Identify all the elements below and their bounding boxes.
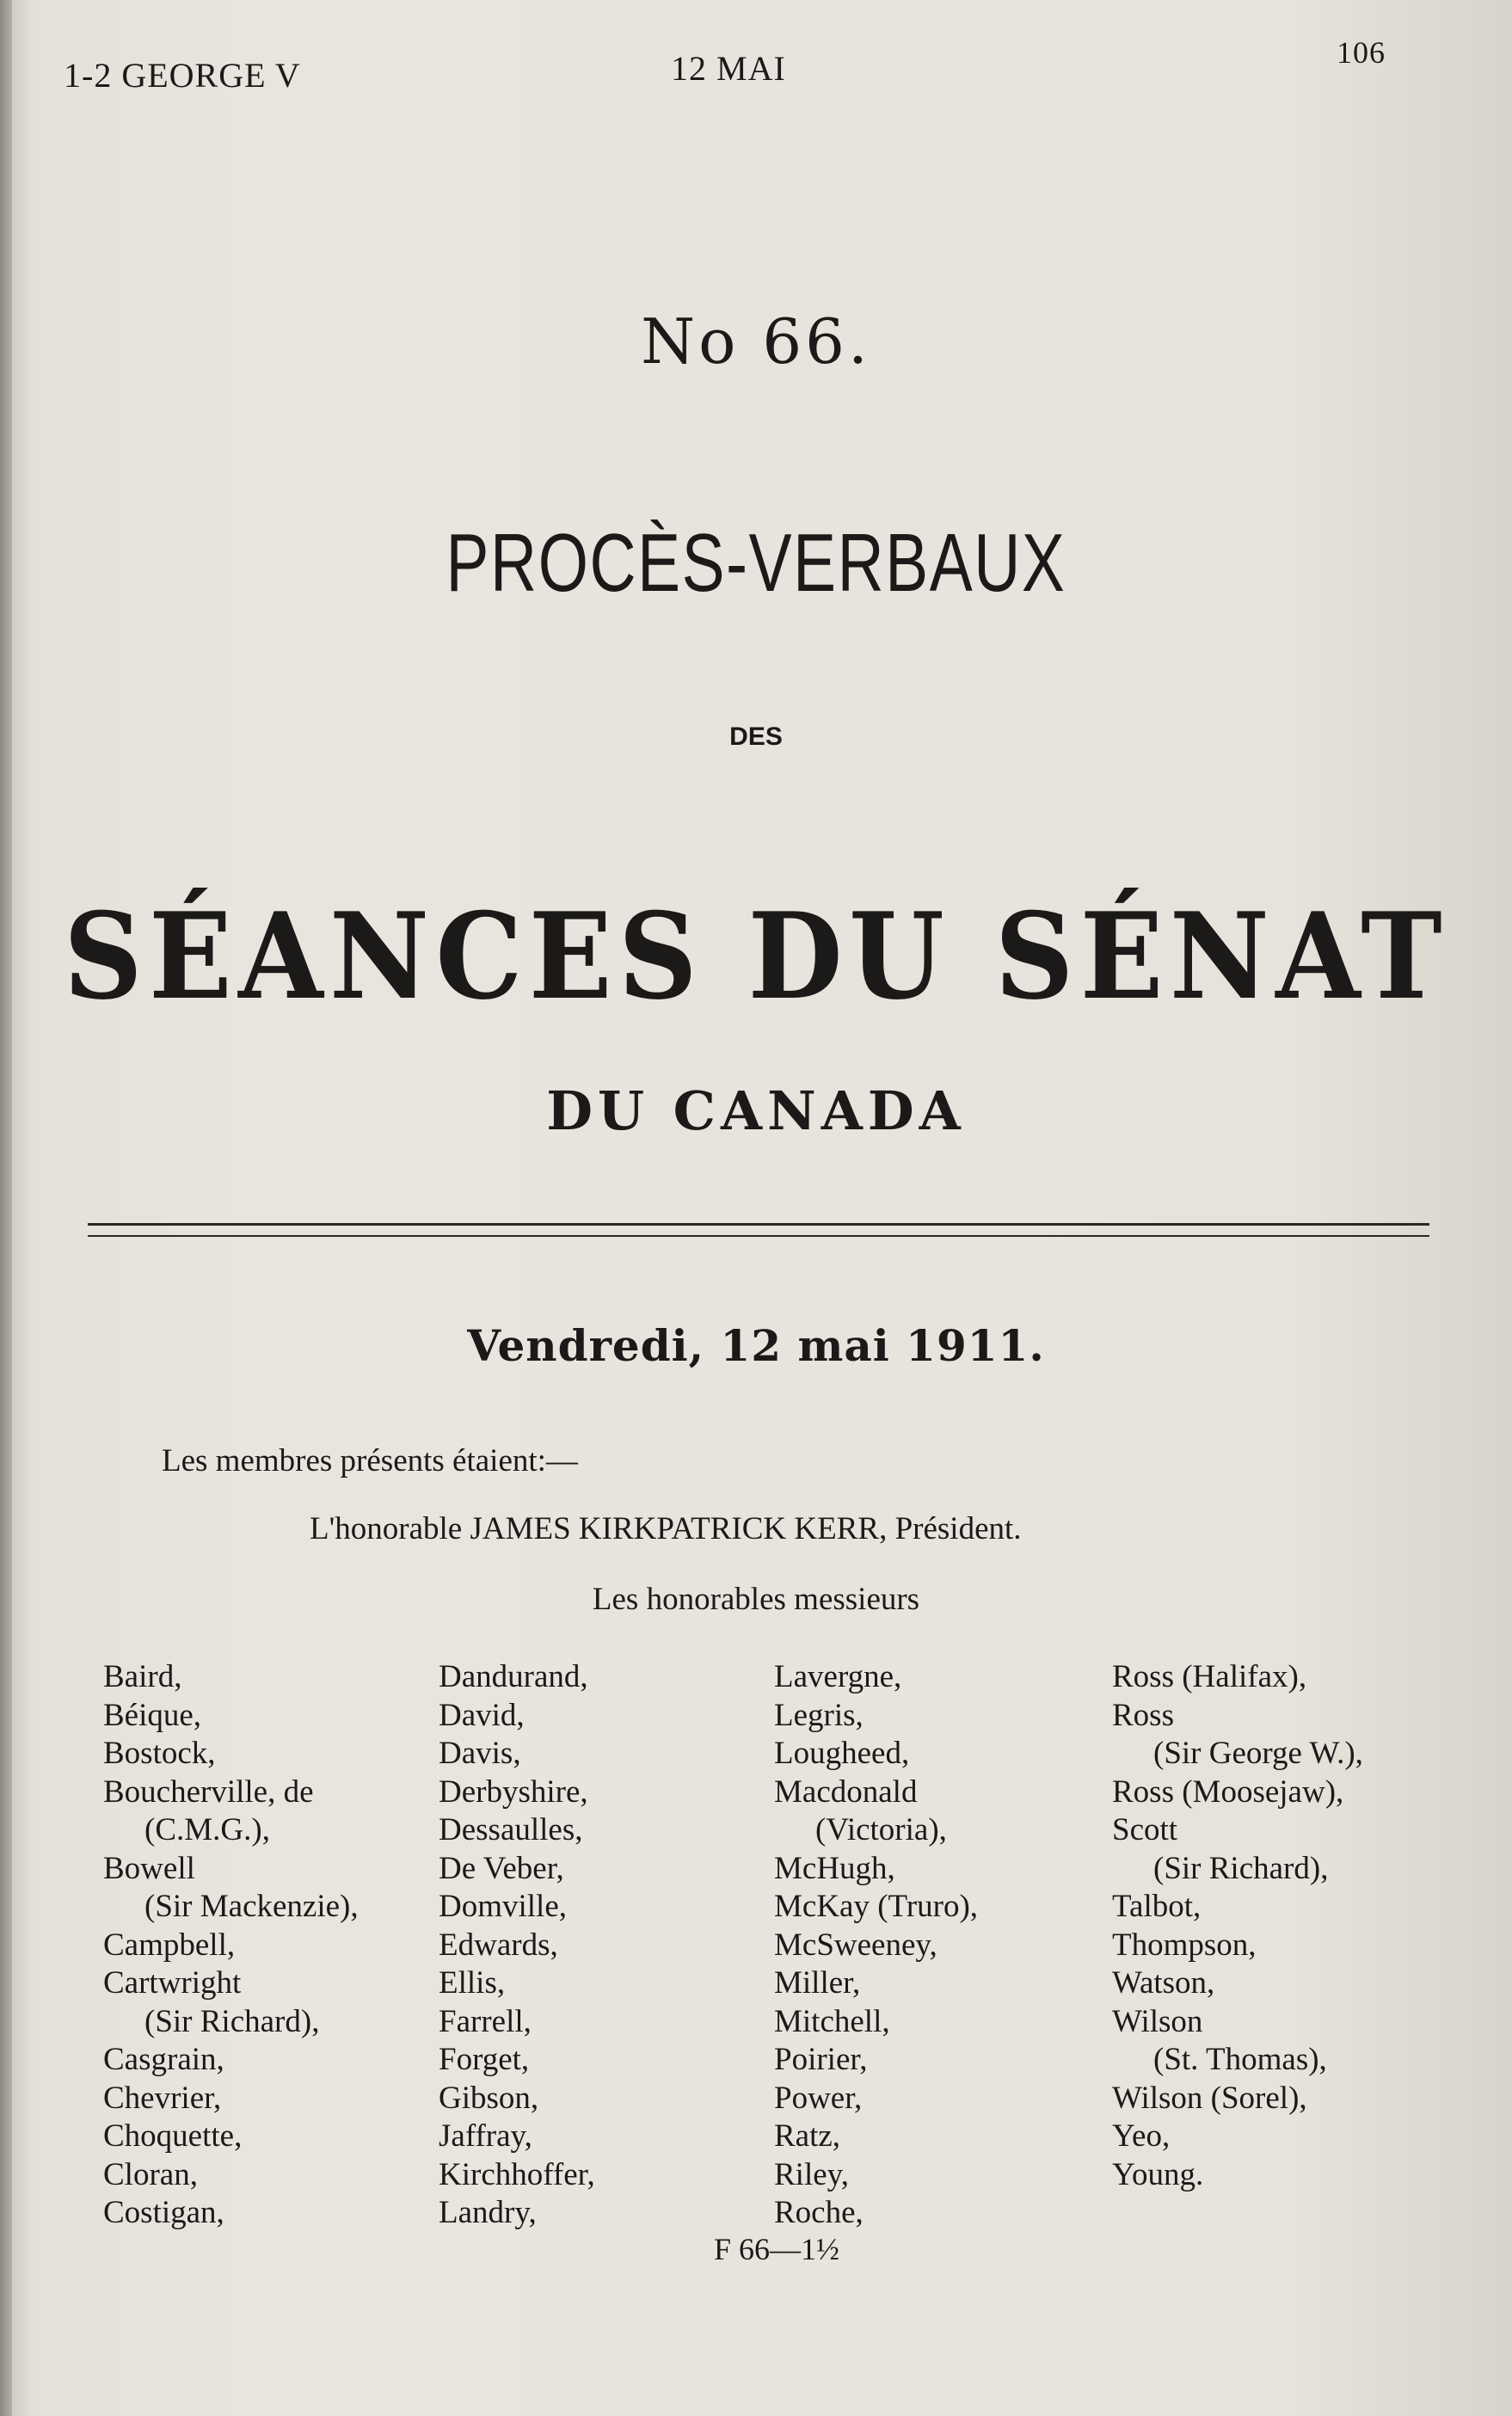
member-name: (Sir Richard), bbox=[1153, 1850, 1329, 1886]
divider-rule-thin bbox=[88, 1235, 1429, 1237]
member-name: Macdonald bbox=[774, 1774, 918, 1810]
intro-text: Les membres présents étaient:— bbox=[162, 1443, 578, 1478]
member-name: (Victoria), bbox=[815, 1812, 947, 1847]
member-name: Miller, bbox=[774, 1965, 861, 2001]
member-name: McHugh, bbox=[774, 1850, 895, 1886]
member-name: David, bbox=[439, 1697, 525, 1733]
member-name: (Sir Richard), bbox=[144, 2003, 320, 2039]
member-name: Roche, bbox=[774, 2195, 864, 2230]
member-name: Cartwright bbox=[103, 1965, 242, 2001]
member-name: Baird, bbox=[103, 1659, 182, 1694]
member-name: Thompson, bbox=[1112, 1927, 1257, 1963]
president-line: L'honorable JAMES KIRKPATRICK KERR, Président. bbox=[310, 1511, 1022, 1546]
member-name: Talbot, bbox=[1112, 1889, 1202, 1924]
page-number: 106 bbox=[1337, 35, 1386, 70]
member-name: Ross (Moosejaw), bbox=[1112, 1774, 1344, 1810]
members-column-1 bbox=[103, 1658, 359, 2233]
member-name: Watson, bbox=[1112, 1965, 1215, 2001]
member-name: Poirier, bbox=[774, 2042, 868, 2077]
members-column-4 bbox=[1112, 1658, 1363, 2194]
member-name: Casgrain, bbox=[103, 2042, 224, 2077]
member-name: (St. Thomas), bbox=[1153, 2042, 1327, 2077]
member-name: Davis, bbox=[439, 1736, 521, 1771]
member-name: (Sir George W.), bbox=[1153, 1736, 1363, 1771]
members-column-2 bbox=[439, 1658, 595, 2233]
header-session: 1-2 GEORGE V bbox=[64, 56, 301, 95]
divider-rule bbox=[88, 1223, 1429, 1226]
member-name: Forget, bbox=[439, 2042, 530, 2077]
session-date: Vendredi, 12 mai 1911. bbox=[467, 1320, 1045, 1371]
member-name: Bostock, bbox=[103, 1736, 216, 1771]
member-name: Riley, bbox=[774, 2156, 850, 2192]
member-name: Cloran, bbox=[103, 2156, 198, 2192]
member-name: Kirchhoffer, bbox=[439, 2156, 595, 2192]
title-du-canada: DU CANADA bbox=[546, 1079, 966, 1142]
member-name: (C.M.G.), bbox=[144, 1812, 270, 1847]
member-name: Choquette, bbox=[103, 2118, 243, 2154]
member-name: Power, bbox=[774, 2080, 863, 2116]
member-name: Bowell bbox=[103, 1850, 195, 1886]
member-name: Boucherville, de bbox=[103, 1774, 314, 1810]
member-name: Yeo, bbox=[1112, 2118, 1171, 2154]
header-date: 12 MAI bbox=[671, 49, 786, 88]
member-name: Farrell, bbox=[439, 2003, 532, 2039]
member-name: McSweeney, bbox=[774, 1927, 937, 1963]
member-name: Wilson bbox=[1112, 2003, 1203, 2039]
member-name: Ratz, bbox=[774, 2118, 841, 2154]
member-name: Edwards, bbox=[439, 1927, 558, 1963]
member-name: Jaffray, bbox=[439, 2118, 532, 2154]
member-name: Ross bbox=[1112, 1697, 1174, 1733]
issue-number: No 66. bbox=[641, 305, 871, 378]
member-name: Derbyshire, bbox=[439, 1774, 588, 1810]
member-name: Wilson (Sorel), bbox=[1112, 2080, 1307, 2116]
honorables-heading: Les honorables messieurs bbox=[592, 1582, 920, 1617]
member-name: Lougheed, bbox=[774, 1736, 910, 1771]
member-name: Chevrier, bbox=[103, 2080, 222, 2116]
member-name: McKay (Truro), bbox=[774, 1889, 979, 1924]
member-name: Mitchell, bbox=[774, 2003, 890, 2039]
signature-mark: F 66—1½ bbox=[714, 2232, 840, 2266]
title-proces-verbaux: PROCÈS-VERBAUX bbox=[446, 517, 1066, 609]
member-name: Dessaulles, bbox=[439, 1812, 583, 1847]
member-name: (Sir Mackenzie), bbox=[144, 1889, 359, 1924]
member-name: Ellis, bbox=[439, 1965, 506, 2001]
member-name: Domville, bbox=[439, 1889, 568, 1924]
member-name: Young. bbox=[1112, 2156, 1204, 2192]
member-name: Costigan, bbox=[103, 2195, 224, 2230]
member-name: Ross (Halifax), bbox=[1112, 1659, 1307, 1694]
member-name: Lavergne, bbox=[774, 1659, 902, 1694]
title-des: DES bbox=[729, 722, 783, 751]
member-name: Legris, bbox=[774, 1697, 864, 1733]
title-seances-du-senat: SÉANCES DU SÉNAT bbox=[63, 886, 1449, 1026]
members-column-3 bbox=[774, 1658, 978, 2233]
member-name: Campbell, bbox=[103, 1927, 236, 1963]
member-name: Béique, bbox=[103, 1697, 202, 1733]
member-name: De Veber, bbox=[439, 1850, 564, 1886]
member-name: Gibson, bbox=[439, 2080, 539, 2116]
member-name: Dandurand, bbox=[439, 1659, 588, 1694]
member-name: Scott bbox=[1112, 1812, 1178, 1847]
member-name: Landry, bbox=[439, 2195, 537, 2230]
